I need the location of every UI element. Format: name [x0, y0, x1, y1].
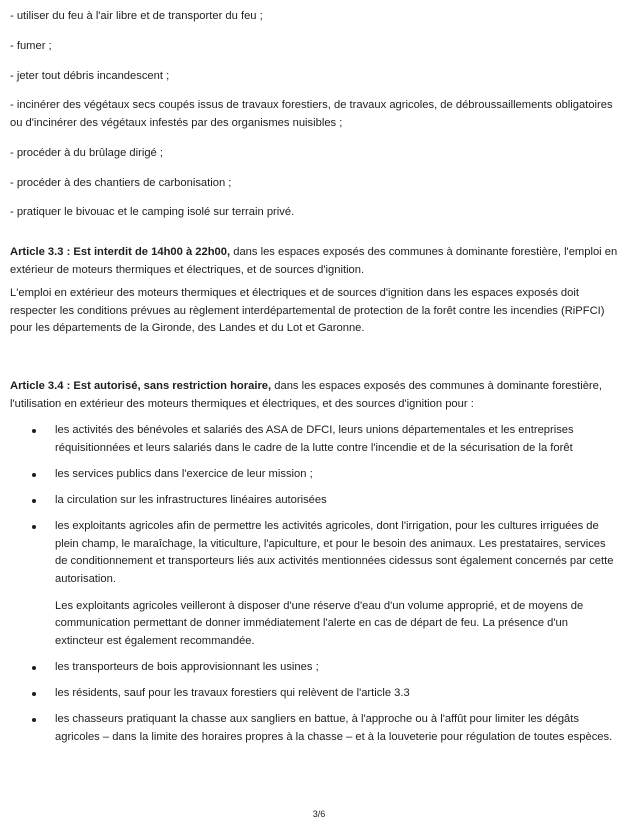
- bullet-icon: [32, 718, 36, 722]
- bullet-icon: [32, 429, 36, 433]
- list-item: - procéder à des chantiers de carbonisation ;: [10, 176, 232, 189]
- list-item-text: les activités des bénévoles et salariés des ASA de DFCI, leurs unions départementales et les entreprises réquisitionnées et leurs salariés dans le cadre de la lutte contre l'incendie et de la sécurisation de la forêt: [55, 424, 574, 454]
- article-3-4-heading: Article 3.4 : Est autorisé, sans restriction horaire,: [10, 380, 272, 392]
- article-3-3-heading: Article 3.3 : Est interdit de 14h00 à 22h00,: [10, 246, 231, 258]
- article-3-3-text: dans les espaces exposés des communes à dominante forestière, l'emploi en extérieur de moteurs thermiques et électriques, et de sources d'ignition.: [10, 246, 618, 276]
- list-item-text: la circulation sur les infrastructures linéaires autorisées: [55, 493, 327, 506]
- list-item: - jeter tout débris incandescent ;: [10, 69, 170, 82]
- article-3-3: [10, 244, 622, 338]
- bullet-icon: [32, 666, 36, 670]
- list-item: [0, 711, 615, 746]
- list-item: [0, 659, 615, 677]
- list-item-text: les exploitants agricoles afin de permettre les activités agricoles, dont l'irrigation, pour les cultures irriguées de plein champ, le maraîchage, la viticulture, l'apiculture, et pour le besoin des animaux. Les prestataires, services de conditionnement et transporteurs liés aux activités mentionnées cidessus sont également concernés par cette autorisation.: [55, 520, 614, 585]
- list-item: [0, 422, 615, 457]
- article-3-4-text: dans les espaces exposés des communes à dominante forestière, l'utilisation en extérieur des moteurs thermiques et électriques, et des sources d'ignition pour :: [10, 380, 602, 410]
- bullet-icon: [32, 692, 36, 696]
- article-3-4-paragraph: [10, 378, 622, 413]
- prohibited-activities-list: [10, 8, 622, 234]
- list-item-text: les résidents, sauf pour les travaux forestiers qui relèvent de l'article 3.3: [55, 687, 410, 700]
- list-item: - fumer ;: [10, 39, 52, 52]
- list-item: [0, 466, 615, 484]
- list-item: [0, 492, 615, 510]
- list-item: - pratiquer le bivouac et le camping isolé sur terrain privé.: [10, 206, 295, 219]
- article-3-3-paragraph-2: L'emploi en extérieur des moteurs thermiques et électriques et de sources d'ignition dans les espaces exposés doit respecter les conditions prévues au règlement interdépartemental de protection de la forêt contre les incendies (RiPFCI) pour les départements de la Gironde, des Landes et du Lot et Garonne.: [10, 287, 605, 335]
- list-item: [0, 685, 615, 703]
- list-item: - incinérer des végétaux secs coupés issus de travaux forestiers, de travaux agricoles, de débroussaillements obligatoires ou d'incinérer des végétaux infestés par des organismes nuisibles ;: [10, 99, 613, 129]
- bullet-icon: [32, 525, 36, 529]
- article-3-3-paragraph: [10, 244, 622, 279]
- page-number: 3/6: [312, 809, 326, 819]
- list-item-note: Les exploitants agricoles veilleront à disposer d'une réserve d'eau d'un volume approprié, et de moyens de communication permettant de donner immédiatement l'alerte en cas de départ de feu. La présence d'un extincteur est également recommandée.: [55, 599, 584, 647]
- article-3-4: [10, 378, 622, 413]
- list-item-text: les services publics dans l'exercice de leur mission ;: [55, 467, 313, 480]
- list-item-text: les chasseurs pratiquant la chasse aux sangliers en battue, à l'approche ou à l'affût pour limiter les dégâts agricoles – dans la limite des horaires propres à la chasse – et à la louveterie pour régulation de toutes espèces.: [55, 713, 613, 743]
- bullet-icon: [32, 499, 36, 503]
- list-item-text: les transporteurs de bois approvisionnant les usines ;: [55, 660, 319, 673]
- authorized-activities-list: [0, 422, 638, 755]
- bullet-icon: [32, 473, 36, 477]
- list-item: - procéder à du brûlage dirigé ;: [10, 146, 163, 159]
- list-item: [0, 518, 615, 650]
- list-item: - utiliser du feu à l'air libre et de transporter du feu ;: [10, 10, 263, 22]
